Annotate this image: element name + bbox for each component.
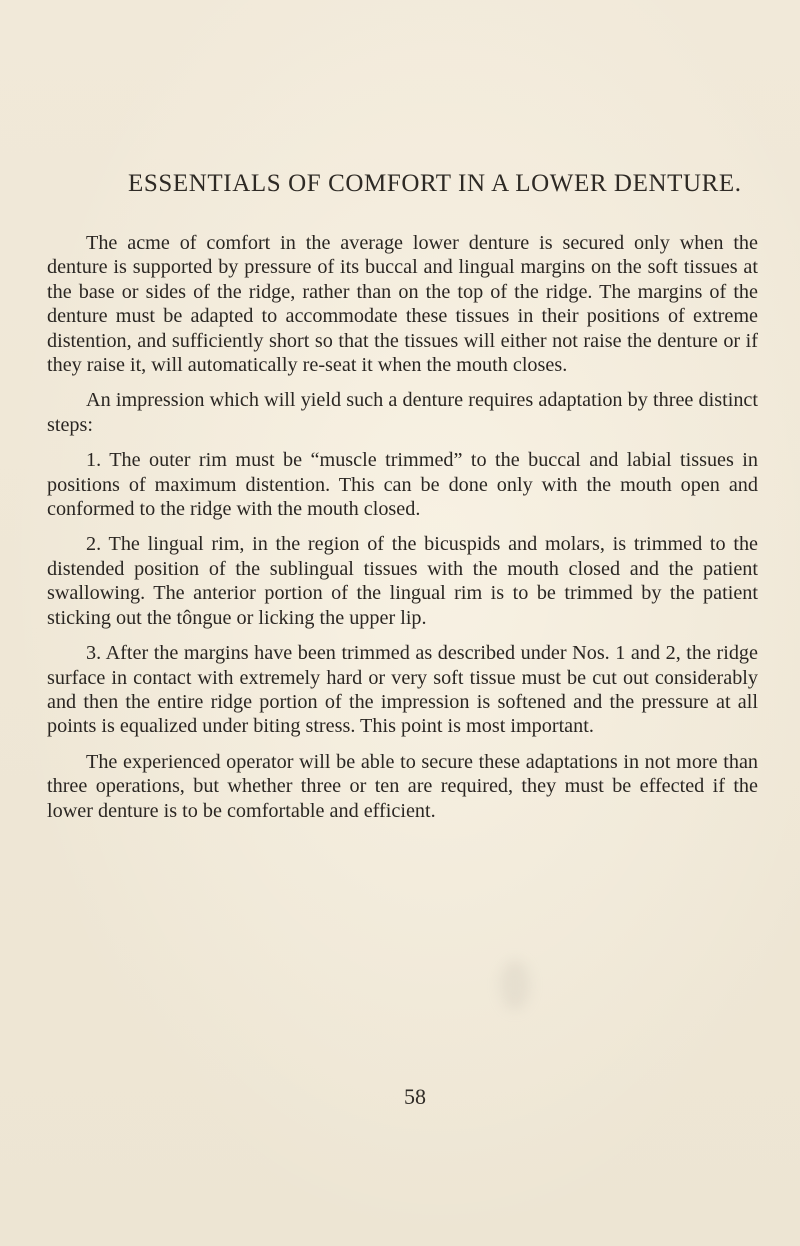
paragraph-conclusion: The experienced operator will be able to secure these adaptations in not more than three operations, but whether three or ten are required, they must be effected if the lower denture is to be comfortable and efficient.: [47, 750, 758, 822]
paper-smudge: [500, 960, 530, 1010]
paragraph-intro: The acme of comfort in the average lower denture is secured only when the denture is supported by pressure of its buccal and lingual margins on the soft tissues at the base or sides of the ridge, rather than on the top of the ridge. The margins of the denture must be adapted to accommodate these tissues in their positions of extreme distention, and sufficiently short so that the tissues will either not raise the denture or if they raise it, will automatically re-seat it when the mouth closes.: [47, 232, 758, 377]
paragraph-step-1: 1. The outer rim must be “muscle trimmed” to the buccal and labial tissues in positions of maximum distention. This can be done only with the mouth open and conformed to the ridge with the mouth closed.: [47, 449, 758, 521]
paragraph-steps-intro: An impression which will yield such a denture requires adaptation by three distinct steps:: [47, 389, 758, 436]
page-number: 58: [404, 1084, 426, 1109]
page-title: ESSENTIALS OF COMFORT IN A LOWER DENTURE.: [128, 170, 742, 197]
paragraph-step-3: 3. After the margins have been trimmed as described under Nos. 1 and 2, the ridge surface in contact with extremely hard or very soft tissue must be cut out considerably and then the entire ridge portion of the impression is softened and the pressure at all points is equalized under biting stress. This point is most important.: [47, 642, 758, 738]
paragraph-step-2: 2. The lingual rim, in the region of the bicuspids and molars, is trimmed to the distended position of the sublingual tissues with the mouth closed and the patient swallowing. The anterior portion of the lingual rim is to be trimmed by the patient sticking out the tôngue or licking the upper lip.: [47, 533, 758, 629]
body-text: [47, 231, 758, 834]
